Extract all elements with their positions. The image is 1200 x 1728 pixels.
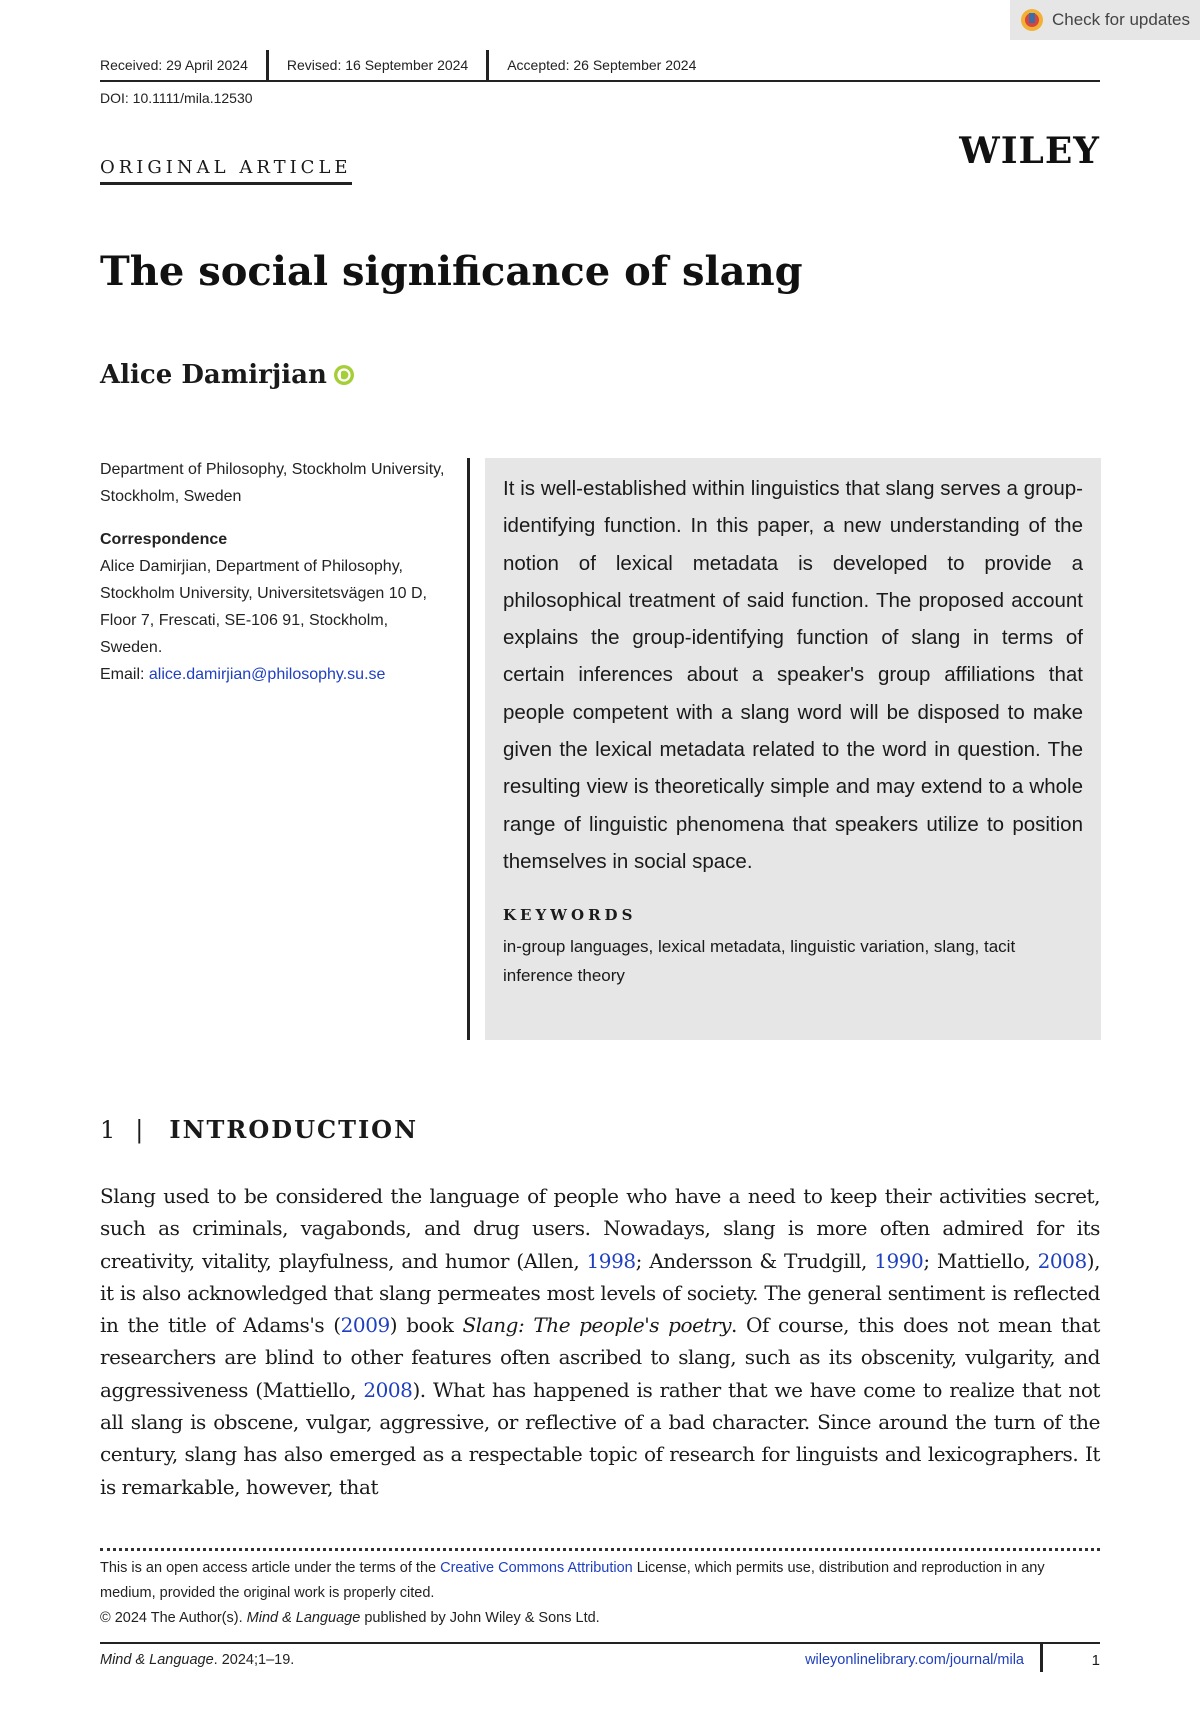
body-text-segment: ), it is also acknowledged that slang permeates most levels of society. The general sentiment is reflected in the title of Adams's ( [100, 1248, 1100, 1338]
footer-journal-name: Mind & Language [100, 1652, 214, 1668]
email-link[interactable]: alice.damirjian@philosophy.su.se [148, 666, 386, 683]
book-title: Slang: The people's poetry [462, 1313, 732, 1338]
license-link[interactable]: Creative Commons Attribution [440, 1560, 633, 1576]
correspondence-address: Alice Damirjian, Department of Philosophy, Stockholm University, Universitetsvägen 10 D, Floor 7, Frescati, SE-106 91, Stockholm, Sweden. [100, 558, 427, 656]
column-divider [467, 458, 470, 1040]
copyright-text: © 2024 The Author(s). [100, 1610, 247, 1626]
revised-date: Revised: 16 September 2024 [286, 57, 469, 73]
received-date: Received: 29 April 2024 [100, 57, 248, 73]
body-text-segment: ) book [389, 1313, 463, 1338]
copyright-statement [100, 1606, 1100, 1631]
author-line [100, 360, 355, 390]
body-paragraph [100, 1180, 1100, 1503]
affiliation-department: Department of Philosophy, Stockholm University, Stockholm, Sweden [100, 461, 445, 505]
author-name: Alice Damirjian [100, 360, 327, 390]
crossmark-icon [1020, 8, 1044, 32]
check-for-updates-button[interactable] [1010, 0, 1200, 40]
section-number: 1 [100, 1116, 118, 1144]
license-statement [100, 1556, 1100, 1606]
footnote-divider [100, 1548, 1100, 1551]
journal-url-link[interactable]: wileyonlinelibrary.com/journal/mila [805, 1652, 1024, 1668]
affiliation-column [100, 456, 450, 688]
citation-link[interactable]: 1990 [874, 1248, 924, 1273]
citation-link[interactable]: 2009 [340, 1313, 390, 1338]
correspondence-heading: Correspondence [100, 531, 228, 548]
accepted-date: Accepted: 26 September 2024 [507, 57, 697, 73]
abstract-text: It is well-established within linguistics that slang serves a group-identifying function. In this paper, a new understanding of the notion of lexical metadata is developed to provide a philosophical treatment of said function. The proposed account explains the group-identifying function of slang in terms of certain inferences about a speaker's group affiliations that people competent with a slang word will be disposed to make given the lexical metadata related to the word in question. The resulting view is theoretically simple and may extend to a whole range of linguistic phenomena that speakers utilize to position themselves in social space. [503, 477, 1083, 873]
email-label: Email: [100, 666, 149, 683]
keywords-heading: KEYWORDS [503, 906, 637, 925]
citation-link[interactable]: 2008 [363, 1377, 413, 1402]
publisher-logo: WILEY [959, 130, 1100, 172]
date-divider [486, 50, 489, 80]
article-type-label: ORIGINAL ARTICLE [100, 157, 352, 185]
copyright-text: published by John Wiley & Sons Ltd. [360, 1610, 600, 1626]
body-text-segment: Slang used to be considered the language of people who have a need to keep their activities secret, such as criminals, vagabonds, and drug users. Nowadays, slang is more often admired for its creativity, vitality, playfulness, and humor (Allen, [100, 1184, 1100, 1273]
keywords-list: in-group languages, lexical metadata, linguistic variation, slang, tacit inference theory [503, 937, 1016, 986]
footer-divider-bar [1040, 1644, 1043, 1672]
citation-link[interactable]: 2008 [1037, 1248, 1087, 1273]
journal-reference [100, 1652, 294, 1668]
article-dates [100, 50, 1100, 82]
license-footnote [100, 1556, 1100, 1631]
section-separator: | [135, 1116, 146, 1144]
page-number: 1 [1091, 1652, 1100, 1669]
abstract-box [485, 458, 1101, 1040]
footer-citation: . 2024;1–19. [213, 1652, 295, 1668]
section-title: INTRODUCTION [169, 1115, 419, 1144]
footer-divider [100, 1642, 1100, 1644]
doi: DOI: 10.1111/mila.12530 [100, 90, 253, 106]
body-text-segment: ; Mattiello, [923, 1248, 1038, 1273]
date-divider [266, 50, 269, 80]
orcid-icon[interactable] [333, 364, 355, 386]
body-text-segment: ). What has happened is rather that we have come to realize that not all slang is obscene, vulgar, aggressive, or reflective of a bad character. Since around the turn of the century, slang has also emerged as a respectable topic of research for linguists and lexicographers. It is remarkable, however, that [100, 1377, 1101, 1499]
citation-link[interactable]: 1998 [586, 1248, 636, 1273]
journal-name: Mind & Language [246, 1610, 361, 1626]
article-title: The social significance of slang [100, 248, 803, 295]
license-text: This is an open access article under the terms of the [100, 1560, 441, 1576]
check-for-updates-label: Check for updates [1052, 10, 1190, 29]
body-text-segment: . Of course, this does not mean that researchers are blind to other features often ascribed to slang, such as its obscenity, vulgarity, and aggressiveness (Mattiello, [100, 1313, 1100, 1402]
section-heading [100, 1115, 418, 1144]
license-text: License, which permits use, distribution and reproduction in any medium, provided the original work is properly cited. [100, 1560, 1045, 1601]
body-text-segment: ; Andersson & Trudgill, [635, 1248, 875, 1273]
correspondence-email-line [100, 661, 450, 688]
